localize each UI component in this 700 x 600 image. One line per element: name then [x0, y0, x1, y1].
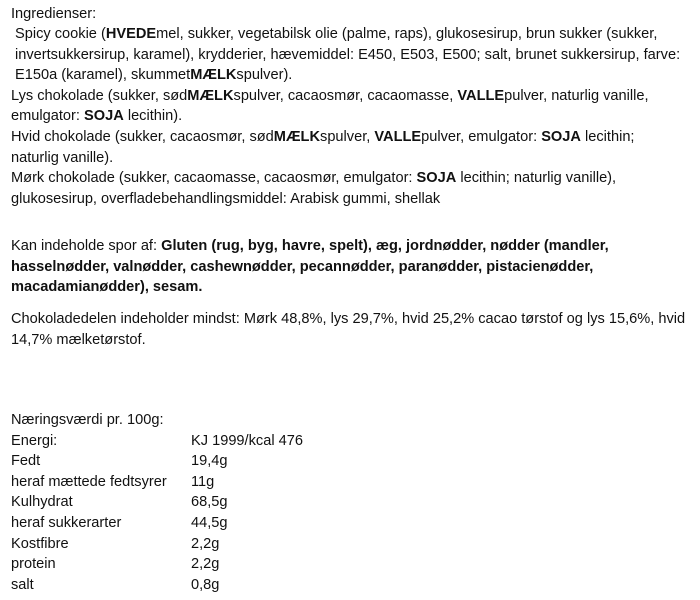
allergen-traces	[11, 236, 686, 298]
allergen-highlight: MÆLK	[273, 128, 321, 145]
ingredient-white-chocolate	[11, 127, 686, 168]
ingredient-text: spulver, cacaosmør, cacaomasse,	[233, 87, 458, 104]
nutrition-table	[11, 431, 303, 596]
ingredient-text: lecithin; naturlig vanille), glukosesirup, overfladebehandlingsmiddel: Arabisk gummi, shellak	[11, 170, 617, 207]
nutrition-row	[11, 431, 303, 452]
ingredients-heading: Ingredienser:	[11, 6, 97, 22]
allergen-prefix: Kan indeholde spor af:	[11, 238, 162, 254]
nutrition-label: Kulhydrat	[11, 494, 73, 511]
ingredient-text: lecithin).	[123, 108, 183, 125]
ingredient-text: pulver, naturlig vanille, emulgator:	[11, 87, 649, 125]
ingredient-milk-chocolate	[11, 86, 686, 127]
nutrition-label: protein	[11, 556, 56, 573]
ingredient-text: spulver,	[320, 128, 375, 145]
allergen-list: Gluten (rug, byg, havre, spelt), æg, jordnødder, nødder (mandler, hasselnødder, valnødder, cashewnødder, pecannødder, paranødder, pistacienødder, macadamianødder), sesam.	[11, 238, 609, 296]
nutrition-label: heraf mættede fedtsyrer	[11, 473, 167, 490]
allergen-highlight: MÆLK	[187, 87, 234, 104]
ingredient-text: lecithin; naturlig vanille).	[11, 128, 635, 166]
ingredient-text: Mørk chokolade (sukker, cacaomasse, cacaosmør, emulgator:	[11, 170, 417, 187]
nutrition-label: heraf sukkerarter	[11, 514, 122, 531]
nutrition-title: Næringsværdi pr. 100g:	[11, 412, 164, 428]
allergen-highlight: SOJA	[416, 170, 457, 187]
nutrition-value: 2,2g	[191, 535, 220, 552]
nutrition-value: 44,5g	[191, 514, 228, 531]
ingredients-list	[11, 24, 686, 209]
allergen-highlight: SOJA	[541, 128, 581, 145]
allergen-highlight: MÆLK	[190, 67, 237, 84]
nutrition-value: 11g	[191, 473, 215, 490]
nutrition-row	[11, 472, 303, 493]
nutrition-row	[11, 451, 303, 472]
nutrition-value: 2,2g	[191, 556, 220, 573]
nutrition-value: KJ 1999/kcal 476	[191, 432, 303, 449]
allergen-highlight: VALLE	[374, 128, 422, 145]
ingredient-spicy-cookie	[11, 24, 686, 86]
allergen-highlight: HVEDE	[105, 26, 157, 42]
nutrition-label: salt	[11, 576, 34, 593]
chocolate-content-note: Chokoladedelen indeholder mindst: Mørk 48,8%, lys 29,7%, hvid 25,2% cacao tørstof og lys 15,6%, hvid 14,7% mælketørstof.	[11, 311, 686, 348]
allergen-highlight: SOJA	[84, 108, 124, 125]
nutrition-value: 0,8g	[191, 576, 220, 593]
nutrition-value: 68,5g	[191, 494, 228, 511]
nutrition-label: Energi:	[11, 432, 58, 449]
ingredient-text: Spicy cookie (	[15, 26, 106, 42]
ingredient-text: Hvid chokolade (sukker, cacaosmør, sød	[11, 128, 274, 145]
nutrition-label: Kostfibre	[11, 535, 69, 552]
nutrition-row	[11, 575, 303, 596]
nutrition-value: 19,4g	[191, 453, 228, 470]
nutrition-label: Fedt	[11, 453, 41, 470]
ingredient-dark-chocolate	[11, 168, 686, 209]
ingredient-text: mel, sukker, vegetabilsk olie (palme, raps), glukosesirup, brun sukker (sukker, invertsukkersirup, karamel), krydderier, hævemiddel: E450, E503, E500; salt, brunet sukkersirup, farve: E150a (karamel), skummet	[15, 26, 681, 84]
nutrition-row	[11, 534, 303, 555]
allergen-highlight: VALLE	[457, 87, 505, 104]
nutrition-row	[11, 554, 303, 575]
ingredient-text: pulver, emulgator:	[421, 128, 542, 145]
ingredient-text: Lys chokolade (sukker, sød	[11, 87, 188, 104]
nutrition-row	[11, 513, 303, 534]
nutrition-facts	[11, 410, 686, 595]
ingredient-text: spulver).	[236, 67, 293, 84]
nutrition-row	[11, 492, 303, 513]
